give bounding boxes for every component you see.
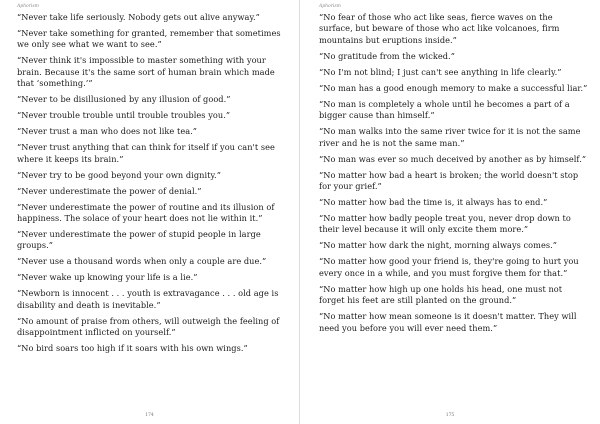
quote: “No matter how bad a heart is broken; the world doesn't stop for your grief.” (319, 169, 579, 192)
quote: “No man is completely a whole until he becomes a part of a bigger cause than himself.” (319, 98, 570, 121)
right-page (300, 0, 600, 424)
quote: “No man walks into the same river twice for it is not the same river and he is not the same man.” (319, 126, 581, 148)
running-head: Aphorism (319, 4, 341, 9)
quote: “Never underestimate the power of routine and its illusion of happiness. The solace of your heart does not lie within it.” (17, 201, 275, 224)
quote: “No matter how dark the night, morning always comes.” (319, 240, 557, 251)
quote: “No matter how mean someone is it doesn't matter. They will need you before you will ever need them.” (319, 311, 577, 333)
quote: “Never to be disillusioned by any illusion of good.” (17, 94, 231, 105)
quote-list (319, 12, 588, 404)
quote: “No bird soars too high if it soars with his own wings.” (17, 343, 248, 354)
quote: “Newborn is innocent . . . youth is extravagance . . . old age is disability and death is inevitable.” (17, 288, 279, 310)
quote: “Never take something for granted, remember that sometimes we only see what we want to see.” (17, 28, 281, 50)
quote-list (17, 12, 287, 404)
quote: “Never trouble trouble until trouble troubles you.” (17, 110, 231, 121)
quote: “No man was ever so much deceived by another as by himself.” (319, 153, 587, 164)
quote: “No fear of those who act like seas, fierce waves on the surface, but beware of those who act like volcanoes, firm mountains but eruptions inside.” (319, 12, 560, 45)
quote: “Never try to be good beyond your own dignity.” (17, 169, 221, 180)
quote: “No gratitude from the wicked.” (319, 50, 455, 61)
quote: “Never trust anything that can think for itself if you can't see where it keeps its brain.” (17, 142, 275, 164)
quote: “No amount of praise from others, will outweigh the feeling of disappointment inflicted on yourself.” (17, 315, 280, 338)
quote: “Never use a thousand words when only a couple are due.” (17, 256, 267, 267)
quote: “No matter how good your friend is, they're going to hurt you every once in a while, and you must forgive them for that.” (319, 256, 579, 278)
quote: “No matter how high up one holds his head, one must not forget his feet are still planted on the ground.” (319, 283, 563, 306)
quote: “No matter how badly people treat you, never drop down to their level because it will only excite them more.” (319, 213, 571, 235)
page-number: 174 (145, 413, 154, 418)
quote: “Never take life seriously. Nobody gets out alive anyway.” (17, 12, 260, 22)
running-head: Aphorism (17, 4, 39, 9)
quote: “Never underestimate the power of stupid people in large groups.” (17, 229, 261, 251)
quote: “Never wake up knowing your life is a lie.” (17, 272, 198, 283)
quote: “No I'm not blind; I just can't see anything in life clearly.” (319, 66, 562, 77)
quote: “Never underestimate the power of denial.” (17, 185, 202, 196)
page-number: 175 (445, 413, 455, 418)
quote: “Never trust a man who does not like tea.” (17, 126, 198, 137)
quote: “Never think it's impossible to master something with your brain. Because it's the same sort of human brain which made that ‘something.’” (17, 55, 275, 89)
quote: “No matter how bad the time is, it always has to end.” (319, 197, 548, 208)
quote: “No man has a good enough memory to make a successful liar.” (319, 82, 588, 93)
